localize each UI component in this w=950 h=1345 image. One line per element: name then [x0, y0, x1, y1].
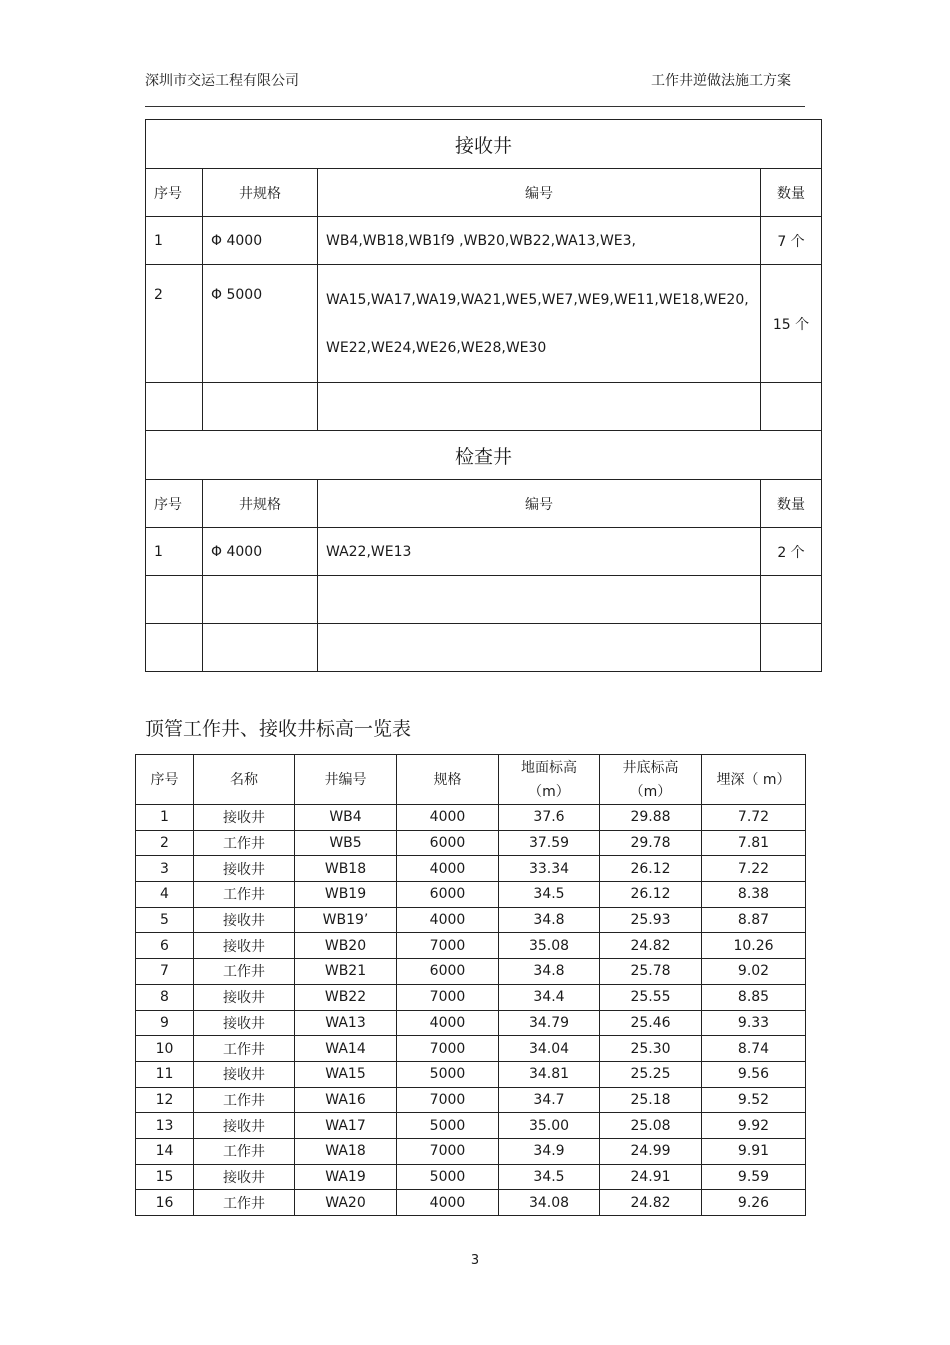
- burial-depth: 9.33: [702, 1010, 806, 1036]
- ground-elevation: 34.8: [499, 959, 600, 985]
- row-index: 12: [136, 1087, 194, 1113]
- document-title: 工作井逆做法施工方案: [651, 73, 791, 89]
- bottom-elevation: 24.99: [600, 1138, 702, 1164]
- well-code: WB19’: [295, 907, 397, 933]
- header-cell: 数量: [761, 169, 822, 217]
- ground-elevation: 35.00: [499, 1113, 600, 1139]
- ground-elevation: 34.81: [499, 1061, 600, 1087]
- bottom-elevation: 25.18: [600, 1087, 702, 1113]
- bottom-elevation: 25.55: [600, 984, 702, 1010]
- bottom-elevation: 24.82: [600, 1190, 702, 1216]
- well-type: 工作井: [194, 1190, 295, 1216]
- header-cell: 井规格: [203, 480, 318, 528]
- bottom-elevation: 25.08: [600, 1113, 702, 1139]
- header-cell: 井编号: [295, 755, 397, 805]
- page-header: [145, 70, 805, 107]
- header-cell: 井规格: [203, 169, 318, 217]
- table-row: [136, 984, 806, 1010]
- well-code: WA14: [295, 1036, 397, 1062]
- well-code: WB19: [295, 882, 397, 908]
- empty-row: [146, 576, 822, 624]
- ground-elevation: 37.59: [499, 830, 600, 856]
- well-type: 工作井: [194, 1036, 295, 1062]
- row-index: 5: [136, 907, 194, 933]
- row-index: 2: [136, 830, 194, 856]
- elevation-header-row: [136, 755, 806, 805]
- table-row: [146, 265, 822, 383]
- row-spec: Φ 5000: [203, 265, 318, 383]
- row-spec: Φ 4000: [203, 217, 318, 265]
- table-row: [136, 1061, 806, 1087]
- inspection-well-title: 检查井: [146, 431, 822, 480]
- well-type: 接收井: [194, 1113, 295, 1139]
- well-size: 6000: [397, 830, 499, 856]
- codes-line: WA15,WA17,WA19,WA21,WE5,WE7,WE9,WE11,WE18,WE20,: [326, 291, 749, 308]
- well-size: 7000: [397, 933, 499, 959]
- burial-depth: 7.22: [702, 856, 806, 882]
- well-code: WA17: [295, 1113, 397, 1139]
- well-size: 4000: [397, 856, 499, 882]
- row-codes: [318, 265, 761, 383]
- burial-depth: 9.26: [702, 1190, 806, 1216]
- well-size: 7000: [397, 984, 499, 1010]
- elevation-table: [135, 754, 806, 1216]
- ground-elevation: 34.5: [499, 882, 600, 908]
- row-index: 1: [136, 805, 194, 831]
- burial-depth: 9.02: [702, 959, 806, 985]
- well-code: WA13: [295, 1010, 397, 1036]
- burial-depth: 8.74: [702, 1036, 806, 1062]
- well-type: 接收井: [194, 1164, 295, 1190]
- burial-depth: 9.59: [702, 1164, 806, 1190]
- table-row: [146, 217, 822, 265]
- row-codes: WB4,WB18,WB1ſ9 ,WB20,WB22,WA13,WE3,: [318, 217, 761, 265]
- header-cell: 序号: [136, 755, 194, 805]
- codes-line: WE22,WE24,WE26,WE28,WE30: [326, 339, 547, 356]
- header-line: 地面标高: [521, 759, 577, 776]
- well-type: 接收井: [194, 856, 295, 882]
- receiving-header-row: [146, 169, 822, 217]
- header-cell: 编号: [318, 169, 761, 217]
- well-size: 5000: [397, 1164, 499, 1190]
- well-code: WA15: [295, 1061, 397, 1087]
- elevation-body: [136, 805, 806, 1216]
- well-code: WB18: [295, 856, 397, 882]
- row-quantity: 15 个: [761, 265, 822, 383]
- ground-elevation: 34.04: [499, 1036, 600, 1062]
- row-index: 15: [136, 1164, 194, 1190]
- ground-elevation: 34.8: [499, 907, 600, 933]
- well-type: 工作井: [194, 1138, 295, 1164]
- row-index: 4: [136, 882, 194, 908]
- row-index: 10: [136, 1036, 194, 1062]
- header-cell: 序号: [146, 480, 203, 528]
- bottom-elevation: 25.25: [600, 1061, 702, 1087]
- well-code: WA20: [295, 1190, 397, 1216]
- burial-depth: 10.26: [702, 933, 806, 959]
- empty-row: [146, 383, 822, 431]
- well-code: WA18: [295, 1138, 397, 1164]
- ground-elevation: 34.08: [499, 1190, 600, 1216]
- well-type: 接收井: [194, 984, 295, 1010]
- table-row: [136, 1036, 806, 1062]
- well-size: 6000: [397, 959, 499, 985]
- table-row: [136, 959, 806, 985]
- row-index: 11: [136, 1061, 194, 1087]
- well-type: 接收井: [194, 805, 295, 831]
- table-row: [136, 933, 806, 959]
- row-index: 2: [146, 265, 203, 383]
- table-row: [136, 1010, 806, 1036]
- ground-elevation: 34.9: [499, 1138, 600, 1164]
- row-index: 7: [136, 959, 194, 985]
- well-size: 4000: [397, 1010, 499, 1036]
- row-index: 13: [136, 1113, 194, 1139]
- header-line: 井底标高: [622, 759, 679, 776]
- receiving-well-title: 接收井: [146, 120, 822, 169]
- table-row: [136, 1190, 806, 1216]
- row-index: 8: [136, 984, 194, 1010]
- ground-elevation: 37.6: [499, 805, 600, 831]
- well-type: 接收井: [194, 907, 295, 933]
- well-type: 接收井: [194, 1010, 295, 1036]
- table-row: [136, 805, 806, 831]
- burial-depth: 9.52: [702, 1087, 806, 1113]
- well-type: 工作井: [194, 882, 295, 908]
- well-code: WA16: [295, 1087, 397, 1113]
- header-unit: （m）: [528, 783, 570, 800]
- page-number: 3: [470, 1253, 480, 1268]
- well-size: 6000: [397, 882, 499, 908]
- bottom-elevation: 24.82: [600, 933, 702, 959]
- table-row: [136, 882, 806, 908]
- table-row: [136, 907, 806, 933]
- header-cell: 序号: [146, 169, 203, 217]
- row-index: 9: [136, 1010, 194, 1036]
- well-type: 工作井: [194, 830, 295, 856]
- well-spec-table: [145, 119, 822, 672]
- row-codes: WA22,WE13: [318, 528, 761, 576]
- well-size: 5000: [397, 1113, 499, 1139]
- row-index: 6: [136, 933, 194, 959]
- well-code: WB20: [295, 933, 397, 959]
- header-cell: 名称: [194, 755, 295, 805]
- burial-depth: 7.72: [702, 805, 806, 831]
- bottom-elevation: 25.30: [600, 1036, 702, 1062]
- well-type: 接收井: [194, 1061, 295, 1087]
- well-size: 7000: [397, 1087, 499, 1113]
- bottom-elevation: 26.12: [600, 856, 702, 882]
- table-row: [136, 856, 806, 882]
- burial-depth: 9.92: [702, 1113, 806, 1139]
- table-row: [136, 830, 806, 856]
- ground-elevation: 34.4: [499, 984, 600, 1010]
- well-code: WB4: [295, 805, 397, 831]
- row-index: 1: [146, 528, 203, 576]
- header-cell: 规格: [397, 755, 499, 805]
- burial-depth: 8.38: [702, 882, 806, 908]
- row-index: 16: [136, 1190, 194, 1216]
- well-code: WB5: [295, 830, 397, 856]
- table-row: [136, 1164, 806, 1190]
- well-type: 工作井: [194, 959, 295, 985]
- well-size: 7000: [397, 1138, 499, 1164]
- elevation-table-title: 顶管工作井、接收井标高一览表: [145, 718, 412, 740]
- header-cell: 埋深（ m）: [702, 755, 806, 805]
- row-index: 3: [136, 856, 194, 882]
- header-cell: 编号: [318, 480, 761, 528]
- header-cell: 数量: [761, 480, 822, 528]
- well-size: 4000: [397, 1190, 499, 1216]
- burial-depth: 9.56: [702, 1061, 806, 1087]
- well-size: 7000: [397, 1036, 499, 1062]
- row-index: 1: [146, 217, 203, 265]
- bottom-elevation: 29.88: [600, 805, 702, 831]
- bottom-elevation: 25.93: [600, 907, 702, 933]
- ground-elevation: 34.5: [499, 1164, 600, 1190]
- row-index: 14: [136, 1138, 194, 1164]
- well-size: 4000: [397, 907, 499, 933]
- bottom-elevation: 24.91: [600, 1164, 702, 1190]
- bottom-elevation: 25.46: [600, 1010, 702, 1036]
- ground-elevation: 35.08: [499, 933, 600, 959]
- well-type: 工作井: [194, 1087, 295, 1113]
- row-quantity: 2 个: [761, 528, 822, 576]
- table-row: [136, 1087, 806, 1113]
- header-cell: [600, 755, 702, 805]
- well-type: 接收井: [194, 933, 295, 959]
- table-row: [136, 1138, 806, 1164]
- well-code: WB21: [295, 959, 397, 985]
- well-size: 4000: [397, 805, 499, 831]
- ground-elevation: 34.79: [499, 1010, 600, 1036]
- burial-depth: 8.87: [702, 907, 806, 933]
- bottom-elevation: 25.78: [600, 959, 702, 985]
- table-row: [136, 1113, 806, 1139]
- ground-elevation: 33.34: [499, 856, 600, 882]
- company-name: 深圳市交运工程有限公司: [145, 73, 299, 89]
- inspection-header-row: [146, 480, 822, 528]
- bottom-elevation: 29.78: [600, 830, 702, 856]
- header-unit: （m）: [629, 783, 672, 800]
- well-code: WB22: [295, 984, 397, 1010]
- well-size: 5000: [397, 1061, 499, 1087]
- burial-depth: 8.85: [702, 984, 806, 1010]
- table-row: [146, 528, 822, 576]
- row-quantity: 7 个: [761, 217, 822, 265]
- row-spec: Φ 4000: [203, 528, 318, 576]
- burial-depth: 7.81: [702, 830, 806, 856]
- burial-depth: 9.91: [702, 1138, 806, 1164]
- bottom-elevation: 26.12: [600, 882, 702, 908]
- empty-row: [146, 624, 822, 672]
- well-code: WA19: [295, 1164, 397, 1190]
- header-cell: [499, 755, 600, 805]
- ground-elevation: 34.7: [499, 1087, 600, 1113]
